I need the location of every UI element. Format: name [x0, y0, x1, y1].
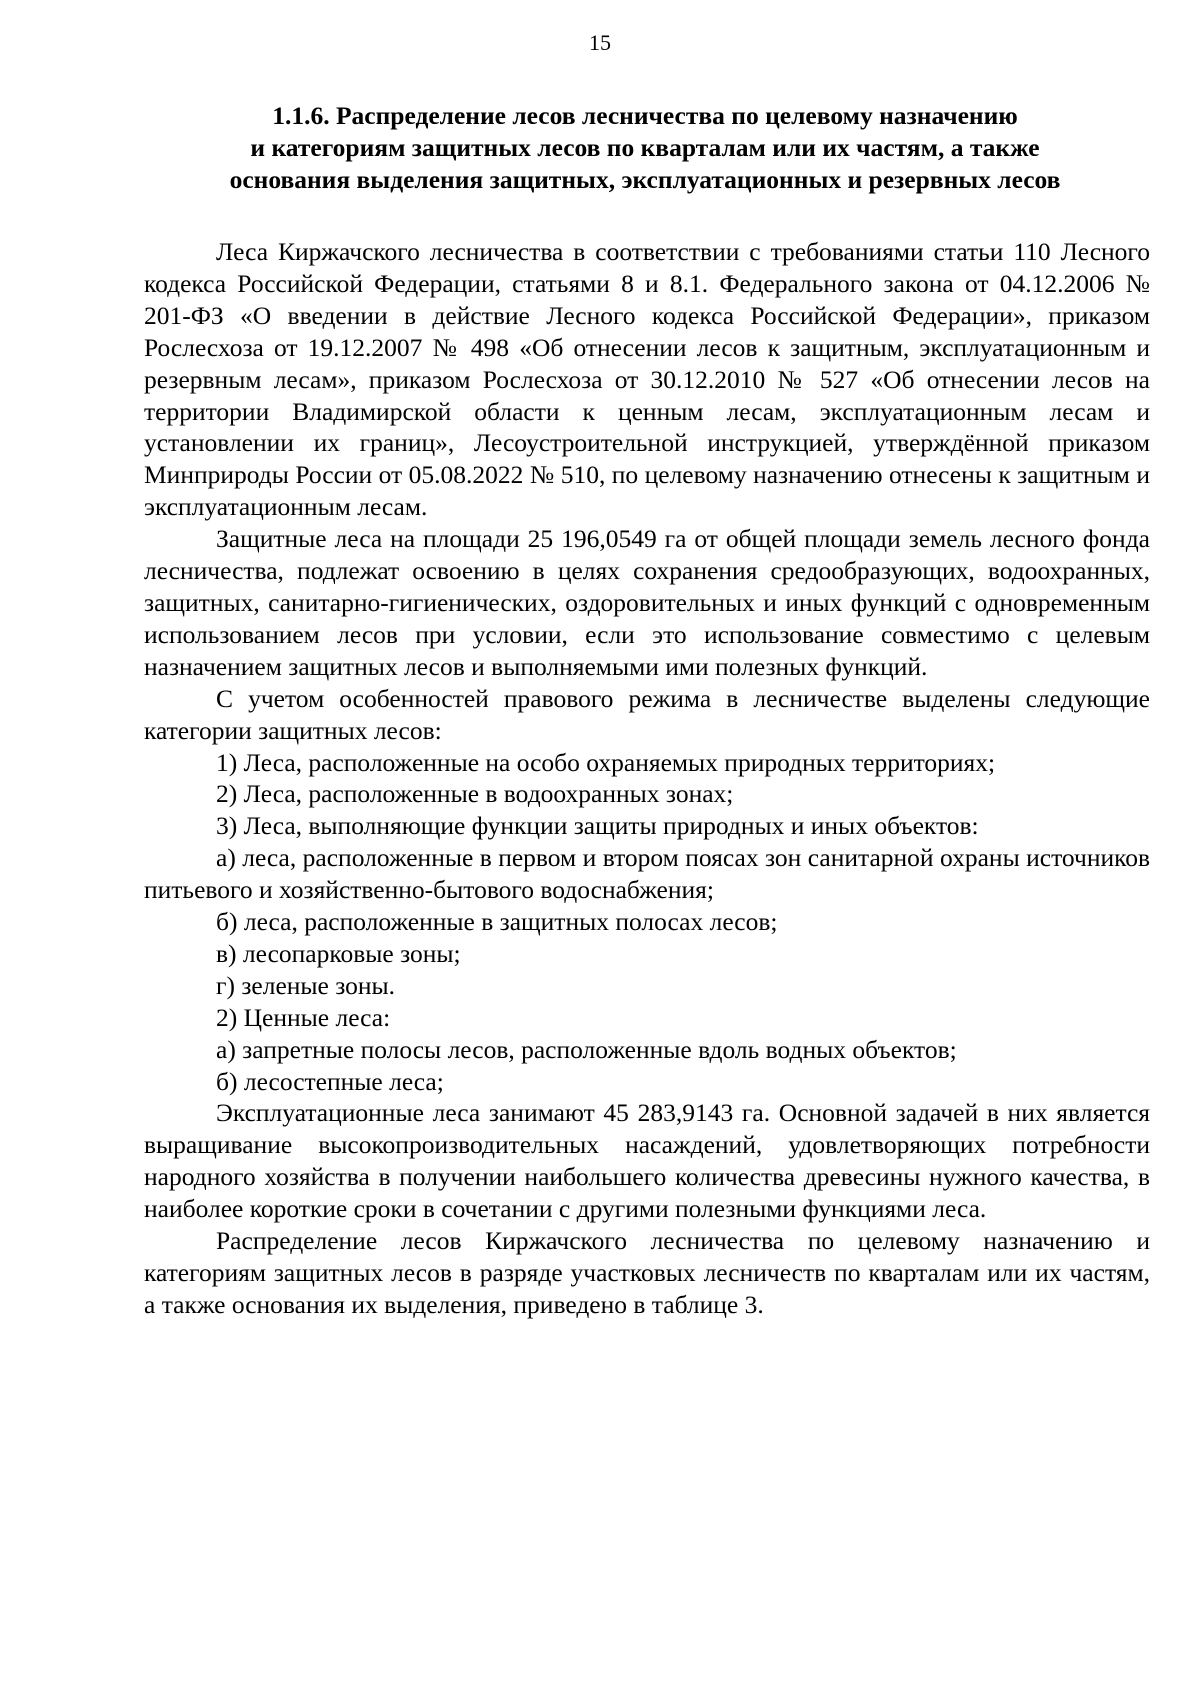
- section-heading: [140, 100, 1150, 196]
- list-item-sanitary-zones: а) леса, расположенные в первом и втором поясах зон санитарной охраны источников питьевого и хозяйственно-бытового водоснабжения;: [144, 843, 1150, 905]
- section-heading-line-1: 1.1.6. Распределение лесов лесничества по целевому назначению: [272, 101, 1018, 130]
- paragraph-exploitation-forests: Эксплуатационные леса занимают 45 283,9143 га. Основной задачей в них является выращивание высокопроизводительных насаждений, удовлетворяющих потребности народного хозяйства в получении наибольшего количества древесины нужного качества, в наиболее короткие сроки в сочетании с другими полезными функциями леса.: [144, 1098, 1150, 1224]
- list-item-forest-steppe: б) лесостепные леса;: [216, 1066, 444, 1096]
- section-heading-line-2: и категориям защитных лесов по кварталам или их частям, а также: [250, 133, 1040, 162]
- list-item-forest-park-zones: в) лесопарковые зоны;: [216, 938, 461, 968]
- list-item-protected-areas: 1) Леса, расположенные на особо охраняемых природных территориях;: [216, 747, 996, 777]
- paragraph-legal-basis: Леса Киржачского лесничества в соответствии с требованиями статьи 110 Лесного кодекса Российской Федерации, статьями 8 и 8.1. Федерального закона от 04.12.2006 № 201-ФЗ «О введении в действие Лесного кодекса Российской Федерации», приказом Рослесхоза от 19.12.2007 № 498 «Об отнесении лесов к защитным, эксплуатационным и резервным лесам», приказом Рослесхоза от 30.12.2010 № 527 «Об отнесении лесов на территории Владимирской области к ценным лесам, эксплуатационным лесам и установлении их границ», Лесоустроительной инструкцией, утверждённой приказом Минприроды России от 05.08.2022 № 510, по целевому назначению отнесены к защитным и эксплуатационным лесам.: [144, 237, 1150, 522]
- page-number: 15: [589, 30, 611, 55]
- paragraph-protective-forests: Защитные леса на площади 25 196,0549 га от общей площади земель лесного фонда лесничества, подлежат освоению в целях сохранения средообразующих, водоохранных, защитных, санитарно-гигиенических, оздоровительных и иных функций с одновременным использованием лесов при условии, если это использование совместимо с целевым назначением защитных лесов и выполняемыми ими полезных функций.: [144, 524, 1150, 681]
- body-text: [144, 236, 1150, 1321]
- list-item-prohibited-strips: а) запретные полосы лесов, расположенные вдоль водных объектов;: [216, 1034, 957, 1064]
- list-item-valuable-forests: 2) Ценные леса:: [216, 1002, 391, 1032]
- list-item-green-zones: г) зеленые зоны.: [216, 970, 396, 1000]
- list-item-water-protection: 2) Леса, расположенные в водоохранных зонах;: [216, 779, 734, 809]
- list-item-protective-strips: б) леса, расположенные в защитных полосах лесов;: [216, 907, 778, 937]
- section-heading-line-3: основания выделения защитных, эксплуатационных и резервных лесов: [229, 165, 1061, 194]
- list-item-protection-functions: 3) Леса, выполняющие функции защиты природных и иных объектов:: [216, 811, 979, 841]
- paragraph-categories-intro: С учетом особенностей правового режима в лесничестве выделены следующие категории защитных лесов:: [144, 683, 1150, 745]
- paragraph-table-reference: Распределение лесов Киржачского лесничества по целевому назначению и категориям защитных лесов в разряде участковых лесничеств по кварталам или их частям, а также основания их выделения, приведено в таблице 3.: [144, 1226, 1150, 1319]
